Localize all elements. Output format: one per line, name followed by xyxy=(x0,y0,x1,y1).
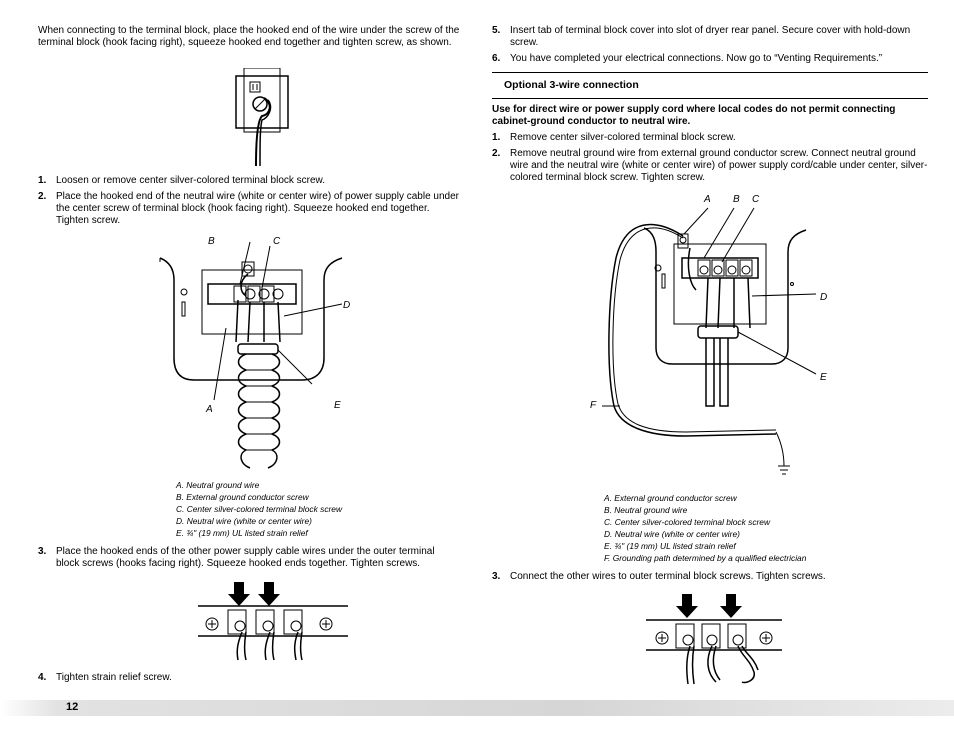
footer-bar xyxy=(0,700,954,716)
right-step-1 xyxy=(492,132,928,144)
step-text: Loosen or remove center silver-colored terminal block screw. xyxy=(56,175,325,186)
step-text: Insert tab of terminal block cover into slot of dryer rear panel. Secure cover with hold-down screw. xyxy=(510,25,911,48)
step-number: 2. xyxy=(492,148,501,159)
left-step-4 xyxy=(38,672,460,684)
label-b: B xyxy=(733,194,740,205)
legend-item: F. Grounding path determined by a qualified electrician xyxy=(604,553,807,563)
label-c: C xyxy=(752,194,760,205)
legend-item: A. External ground conductor screw xyxy=(604,493,737,503)
step-number: 1. xyxy=(492,132,501,143)
left-step-1 xyxy=(38,175,468,187)
step-text: You have completed your electrical connections. Now go to “Venting Requirements.” xyxy=(510,53,883,64)
right-figure-legend xyxy=(604,492,806,564)
intro-paragraph: When connecting to the terminal block, place the hooked end of the wire under the screw of the terminal block (hook facing right), squeeze hooked end together and tighten screw, as shown. xyxy=(38,25,460,48)
right-step-3 xyxy=(492,571,928,583)
label-d: D xyxy=(820,292,828,303)
legend-item: D. Neutral wire (white or center wire) xyxy=(176,516,312,526)
right-step-6 xyxy=(492,53,928,65)
left-figure-legend xyxy=(176,479,342,539)
step-number: 4. xyxy=(38,672,47,683)
legend-item: B. External ground conductor screw xyxy=(176,492,309,502)
page-number: 12 xyxy=(66,701,79,713)
legend-item: E. ¾" (19 mm) UL listed strain relief xyxy=(604,541,736,551)
step-number: 3. xyxy=(492,571,501,582)
label-c: C xyxy=(273,236,281,247)
step-text: Place the hooked ends of the other power supply cable wires under the outer terminal block screws (hooks facing right). Squeeze hooked ends together. Tighten screws. xyxy=(56,546,435,569)
step-number: 2. xyxy=(38,191,47,202)
outer-screws-figure-right xyxy=(646,592,782,686)
step-number: 1. xyxy=(38,175,47,186)
label-e: E xyxy=(820,372,827,383)
step-text: Remove neutral ground wire from external ground conductor screw. Connect neutral ground wire and the neutral wire (white or center wire) of power supply cord/cable under center, silver-colored terminal block screw. Tighten screw. xyxy=(510,148,928,183)
label-a: A xyxy=(206,404,213,415)
label-f: F xyxy=(590,400,597,411)
legend-item: D. Neutral wire (white or center wire) xyxy=(604,529,740,539)
legend-item: C. Center silver-colored terminal block screw xyxy=(176,504,343,514)
outer-screws-figure-left xyxy=(198,580,348,662)
section-heading-text: Optional 3-wire connection xyxy=(504,79,639,91)
bold-note: Use for direct wire or power supply cord where local codes do not permit connecting cabinet-ground conductor to neutral wire. xyxy=(492,104,896,127)
step-text: Connect the other wires to outer terminal block screws. Tighten screws. xyxy=(510,571,826,582)
step-number: 3. xyxy=(38,546,47,557)
legend-item: A. Neutral ground wire xyxy=(176,480,260,490)
step-text: Place the hooked end of the neutral wire (white or center wire) of power supply cable under the center screw of terminal block (hook facing right). Squeeze hooked end together. Tighten screw. xyxy=(56,191,460,226)
step-text: Tighten strain relief screw. xyxy=(56,672,172,683)
terminal-block-figure-4wire xyxy=(152,232,362,472)
label-a: A xyxy=(704,194,711,205)
step-number: 5. xyxy=(492,25,501,36)
step-number: 6. xyxy=(492,53,501,64)
hook-wire-figure xyxy=(234,68,294,168)
label-b: B xyxy=(208,236,215,247)
right-step-5 xyxy=(492,25,928,49)
label-d: D xyxy=(343,300,351,311)
left-step-2 xyxy=(38,191,460,227)
step-text: Remove center silver-colored terminal block screw. xyxy=(510,132,736,143)
label-e: E xyxy=(334,400,341,411)
legend-item: E. ¾" (19 mm) UL listed strain relief xyxy=(176,528,308,538)
legend-item: C. Center silver-colored terminal block screw xyxy=(604,517,771,527)
terminal-block-figure-3wire xyxy=(586,188,840,488)
left-step-3 xyxy=(38,546,460,570)
legend-item: B. Neutral ground wire xyxy=(604,505,688,515)
section-heading xyxy=(492,72,928,99)
right-step-2 xyxy=(492,148,928,184)
